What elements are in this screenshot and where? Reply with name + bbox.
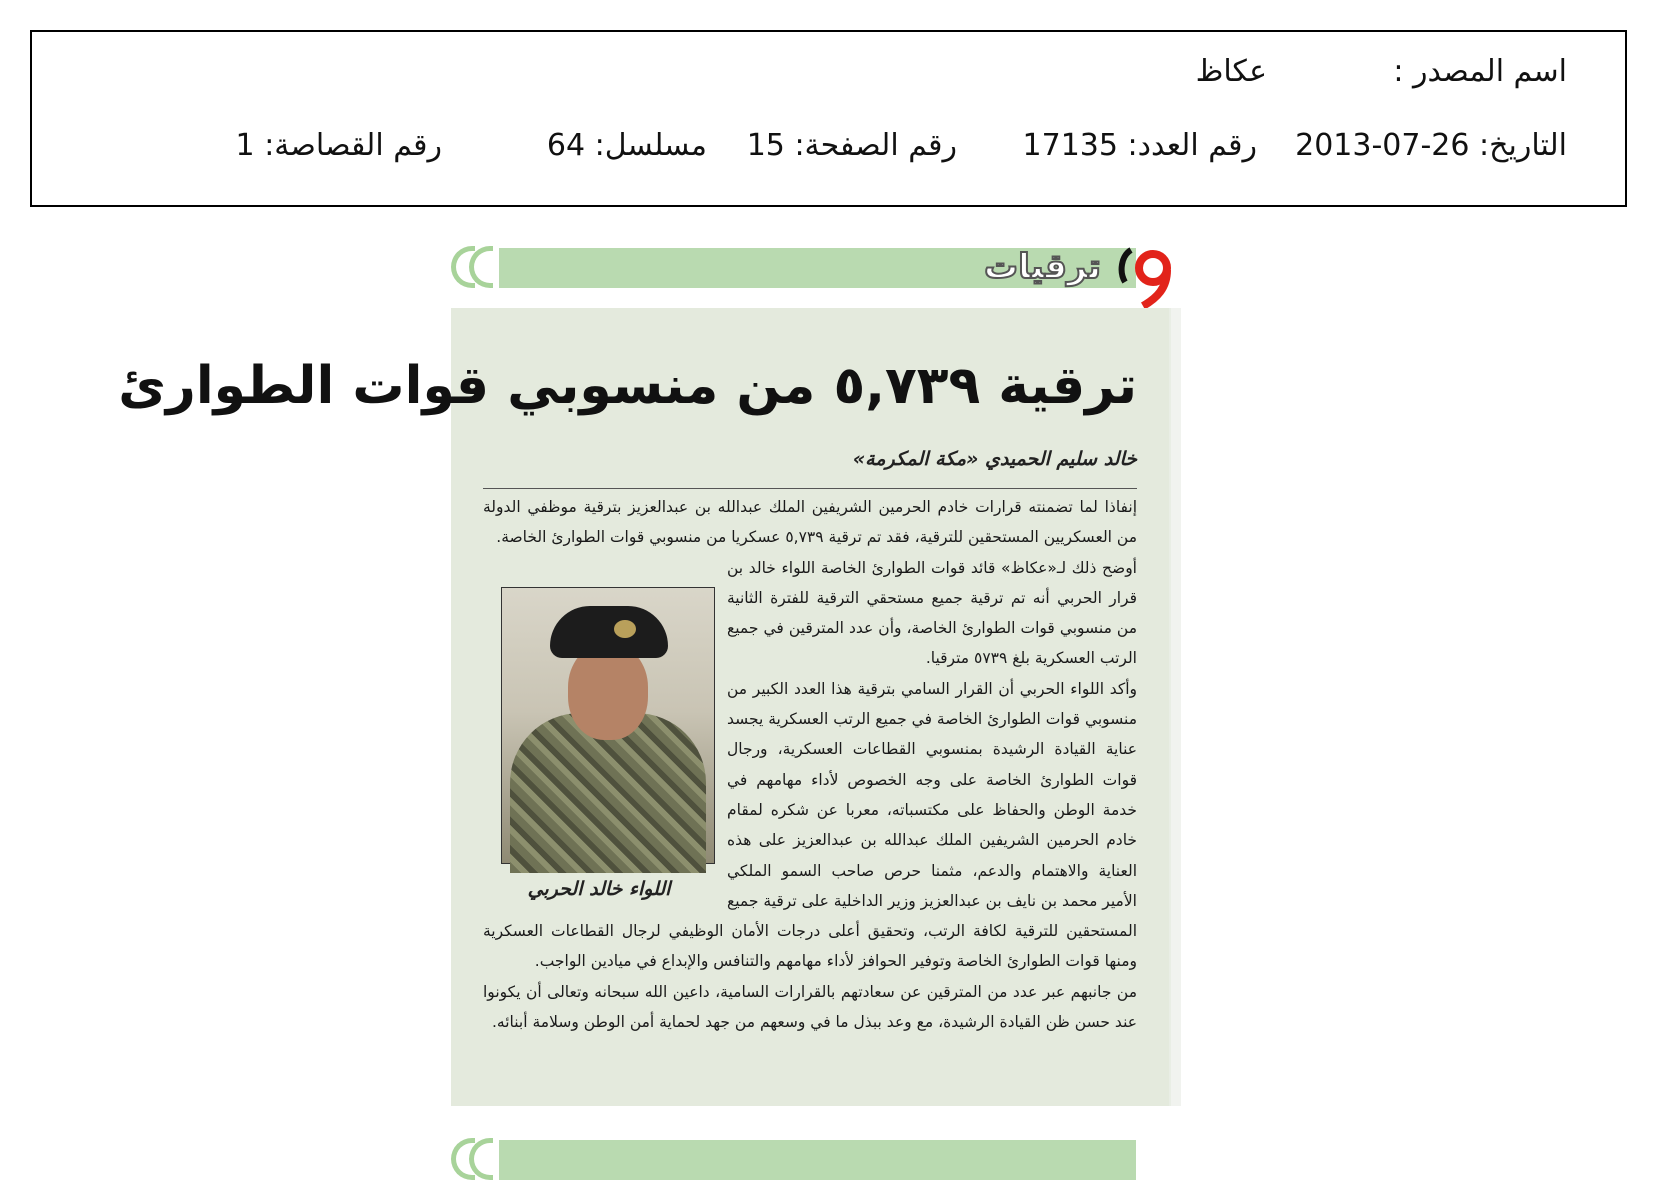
photo-block (483, 587, 715, 909)
officer-photo (501, 587, 715, 864)
issue-field (957, 128, 1257, 163)
section-label: ترقيات (984, 247, 1101, 287)
clipping-edge (1171, 308, 1181, 1106)
issue-label: رقم العدد: (1127, 128, 1257, 163)
page-field (707, 128, 957, 163)
serial-value: 64 (546, 128, 586, 163)
byline-divider (483, 488, 1137, 489)
next-section-bar (451, 1136, 1181, 1165)
article-paragraph: من جانبهم عبر عدد من المترقين عن سعادتهم بالقرارات السامية، داعين الله سبحانه وتعالى أن يكونوا عند حسن ظن القيادة الرشيدة، مع وعد ببذل ما في وسعهم من جهد لحماية أمن الوطن وسلامة أبنائه. (483, 982, 1137, 1032)
serial-field (442, 128, 707, 163)
article-headline: ترقية ٥,٧٣٩ من منسوبي قوات الطوارئ (118, 356, 1137, 416)
clip-label: رقم القصاصة: (264, 128, 442, 163)
photo-caption: اللواء خالد الحربي (527, 877, 671, 900)
date-value: 2013-07-26 (1295, 128, 1470, 163)
page-value: 15 (746, 128, 785, 163)
okaz-9-logo-icon (1117, 246, 1179, 310)
article-byline: خالد سليم الحميدي «مكة المكرمة» (852, 448, 1137, 470)
article-paragraph: إنفاذا لما تضمنته قرارات خادم الحرمين الشريفين الملك عبدالله بن عبدالعزيز بترقية موظفي الدولة من العسكريين المستحقين للترقية، فقد تم ترقية ٥,٧٣٩ عسكريا من منسوبي قوات الطوارئ الخاصة. (483, 498, 1137, 547)
source-label: اسم المصدر : (1393, 54, 1567, 89)
source-row (1196, 54, 1567, 89)
page-label: رقم الصفحة: (794, 128, 957, 163)
newspaper-clipping (118, 246, 1181, 1165)
clipping-metadata-box (30, 30, 1627, 207)
serial-label: مسلسل: (594, 128, 707, 163)
article (118, 308, 1181, 1106)
date-field (1257, 128, 1567, 163)
source-value: عكاظ (1195, 54, 1267, 89)
clip-value: 1 (235, 128, 255, 163)
date-label: التاريخ: (1479, 128, 1567, 163)
article-body (483, 492, 1137, 1037)
clip-field (236, 128, 442, 163)
issue-value: 17135 (1022, 128, 1118, 163)
section-stripe (499, 1140, 1136, 1180)
article-paragraph: أوضح ذلك لـ«عكاظ» قائد قوات الطوارئ الخاصة اللواء خالد بن قرار الحربي أنه تم ترقية جميع مستحقي الترقية للفترة الثانية من منسوبي قوات الطوارئ الخاصة، وأن عدد المترقين في جميع الرتب العسكرية بلغ ٥٧٣٩ مترقيا. (727, 558, 1137, 668)
section-header-bar (451, 246, 1181, 292)
details-row (236, 128, 1567, 163)
article-paragraph: وأكد اللواء الحربي أن القرار السامي بترقية هذا العدد الكبير من منسوبي قوات الطوارئ الخاصة في جميع الرتب العسكرية يجسد عناية القيادة الرشيدة بمنسوبي القطاعات العسكرية، ورجال قوات الطوارئ الخاصة على وجه الخصوص لأداء مهامهم في خدمة الوطن والحفاظ على مكتسباته، معربا عن شكره لمقام خادم الحرمين الشريفين الملك عبدالله بن عبدالعزيز على هذه العناية والاهتمام والدعم، مثمنا حرص صاحب السمو الملكي الأمير محمد بن نايف بن عبدالعزيز وزير الداخلية على ترقية جميع المستحقين للترقية لكافة الرتب، وتحقيق أعلى درجات الأمان الوظيفي لرجال القطاعات العسكرية ومنها قوات الطوارئ الخاصة وتوفير الحوافز لأداء مهامهم والتنافس والإبداع في ميادين الواجب. (483, 679, 1137, 971)
